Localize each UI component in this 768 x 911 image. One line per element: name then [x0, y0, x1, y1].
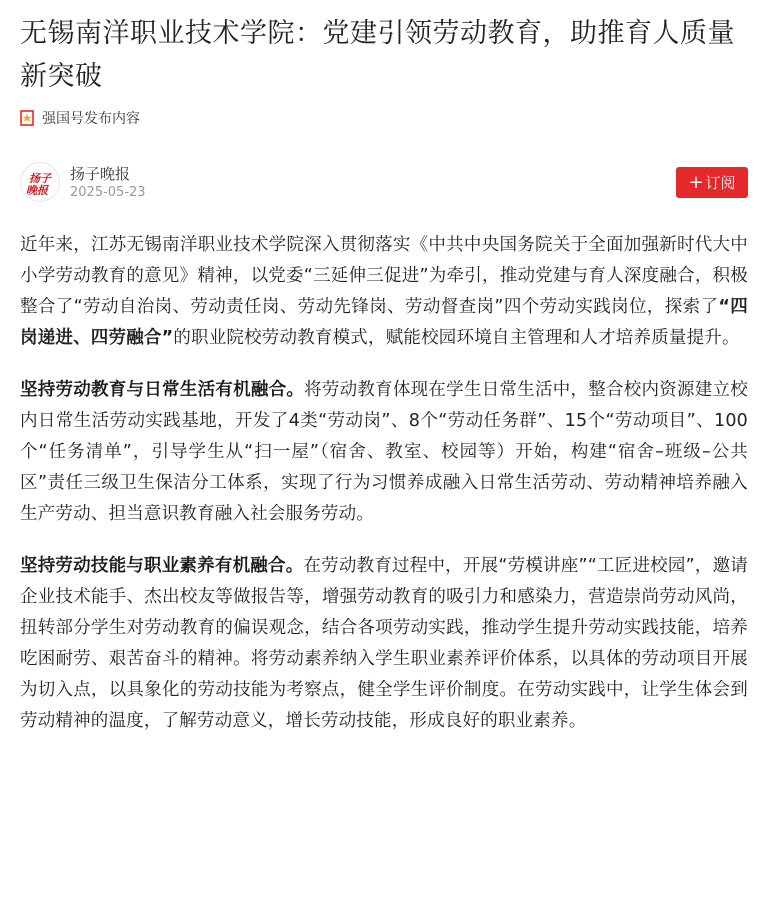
plus-icon: +	[688, 171, 704, 193]
svg-text:扬子: 扬子	[29, 172, 51, 185]
article-body	[20, 230, 748, 758]
paragraph-intro	[20, 230, 748, 354]
author-name[interactable]: 扬子晚报	[70, 165, 131, 183]
subscribe-label: 订阅	[705, 174, 736, 192]
author-bar	[20, 160, 748, 204]
subscribe-button[interactable]	[676, 167, 748, 198]
avatar[interactable]	[20, 162, 60, 202]
page-title: 无锡南洋职业技术学院：党建引领劳动教育，助推育人质量新突破	[20, 18, 735, 92]
paragraph-text: 在劳动教育过程中，开展“劳模讲座”“工匠进校园”，邀请企业技术能手、杰出校友等做报告等，增强劳动教育的吸引力和感染力，营造崇尚劳动风尚，扭转部分学生对劳动教育的偏误观念，结合各项劳动实践，推动学生提升劳动实践技能，培养吃困耐劳、艰苦奋斗的精神。将劳动素养纳入学生职业素养评价体系，以具体的劳动项目开展为切入点，以具象化的劳动技能为考察点，健全学生评价制度。在劳动实践中，让学生体会到劳动精神的温度，了解劳动意义，增长劳动技能，形成良好的职业素养。	[20, 556, 748, 731]
publish-date: 2025-05-23	[70, 185, 146, 200]
paragraph-skills	[20, 551, 748, 737]
emphasis-text: “四岗递进、四劳融合”	[20, 297, 748, 348]
paragraph-text: 的职业院校劳动教育模式，赋能校园环境自主管理和人才培养质量提升。	[173, 328, 740, 348]
yangzi-logo-icon	[21, 163, 59, 201]
paragraph-lead: 坚持劳动教育与日常生活有机融合。	[20, 380, 305, 400]
paragraph-text: 近年来，江苏无锡南洋职业技术学院深入贯彻落实《中共中央国务院关于全面加强新时代大中小学劳动教育的意见》精神，以党委“三延伸三促进”为牵引，推动党建与育人深度融合，积极整合了“劳动自治岗、劳动责任岗、劳动先锋岗、劳动督查岗”四个劳动实践岗位，探索了	[20, 235, 748, 317]
xuexi-badge-icon	[20, 110, 34, 126]
source-tag-label: 强国号发布内容	[42, 111, 140, 127]
source-tag	[20, 106, 140, 130]
paragraph-text: 将劳动教育体现在学生日常生活中，整合校内资源建立校内日常生活劳动实践基地，开发了4类“劳动岗”、8个“劳动任务群”、15个“劳动项目”、100个“任务清单”，引导学生从“扫一屋”（宿舍、教室、校园等）开始，构建“宿舍–班级–公共区”责任三级卫生保洁分工体系，实现了行为习惯养成融入日常生活劳动、劳动精神培养融入生产劳动、担当意识教育融入社会服务劳动。	[20, 380, 749, 524]
svg-text:晚报: 晚报	[26, 184, 48, 197]
paragraph-daily-life	[20, 375, 748, 530]
paragraph-lead: 坚持劳动技能与职业素养有机融合。	[20, 556, 304, 576]
